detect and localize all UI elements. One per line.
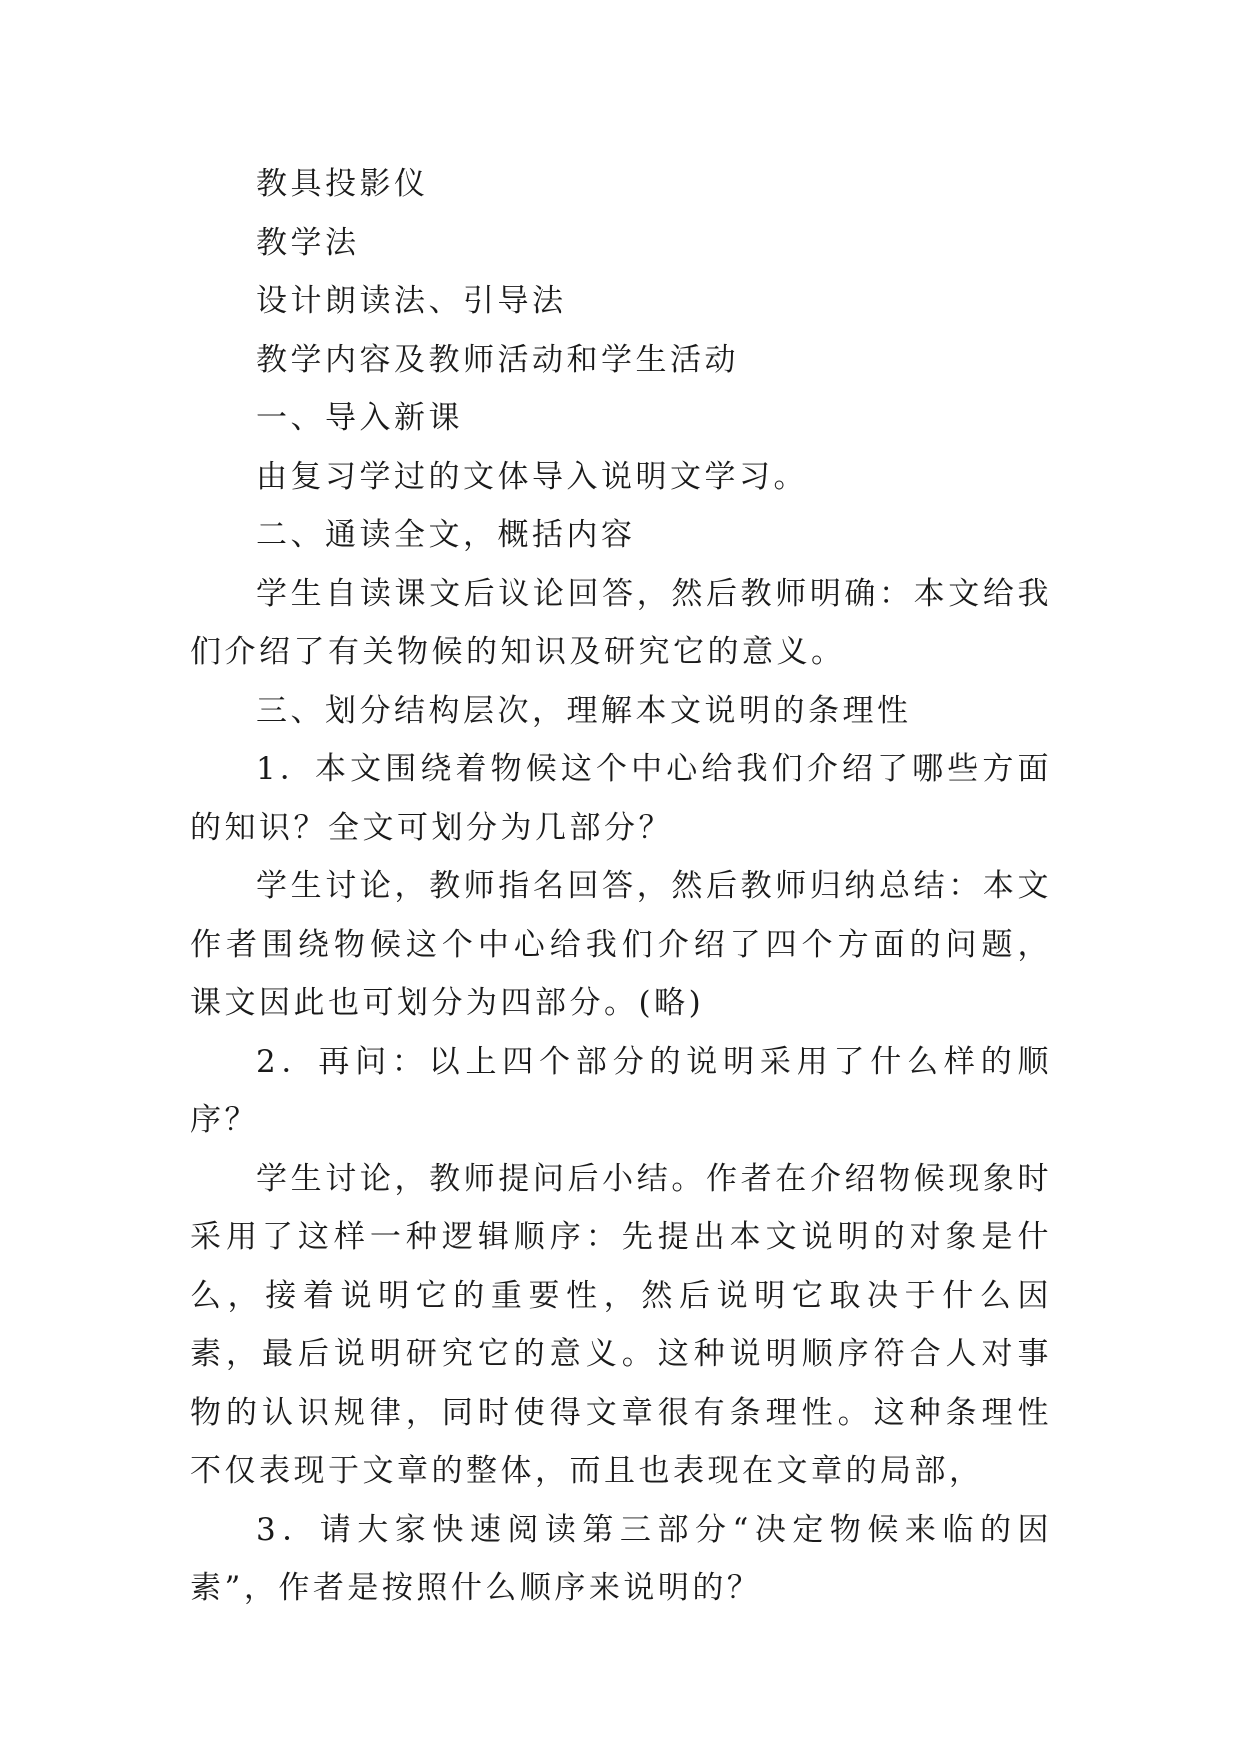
section-heading-1: 一、导入新课 xyxy=(256,400,463,436)
paragraph-content-heading: 教学内容及教师活动和学生活动 xyxy=(256,341,739,378)
paragraph-teaching-aids: 教具投影仪 xyxy=(256,166,429,202)
section-heading-2: 二、通读全文，概括内容 xyxy=(256,517,636,553)
paragraph-read-discuss: 学生自读课文后议论回答，然后教师明确：本文给我们介绍了有关物候的知识及研究它的意义。 xyxy=(190,575,1052,670)
section-heading-3: 三、划分结构层次，理解本文说明的条理性 xyxy=(256,692,912,729)
question-1: 1．本文围绕着物候这个中心给我们介绍了哪些方面的知识？全文可划分为几部分？ xyxy=(190,751,1052,846)
paragraph-design: 设计朗读法、引导法 xyxy=(256,283,567,319)
question-2: 2．再问：以上四个部分的说明采用了什么样的顺序？ xyxy=(190,1043,1052,1138)
paragraph-intro: 由复习学过的文体导入说明文学习。 xyxy=(256,458,808,495)
document-page xyxy=(190,155,1052,1618)
paragraph-teaching-method-heading: 教学法 xyxy=(256,224,360,261)
answer-1: 学生讨论，教师指名回答，然后教师归纳总结：本文作者围绕物候这个中心给我们介绍了四个方面的问题，课文因此也可划分为四部分。(略) xyxy=(190,868,1052,1021)
answer-2: 学生讨论，教师提问后小结。作者在介绍物候现象时采用了这样一种逻辑顺序：先提出本文说明的对象是什么，接着说明它的重要性，然后说明它取决于什么因素，最后说明研究它的意义。这种说明顺序符合人对事物的认识规律，同时使得文章很有条理性。这种条理性不仅表现于文章的整体，而且也表现在文章的局部， xyxy=(190,1160,1052,1489)
question-3: 3．请大家快速阅读第三部分“决定物候来临的因素”，作者是按照什么顺序来说明的？ xyxy=(190,1511,1052,1606)
